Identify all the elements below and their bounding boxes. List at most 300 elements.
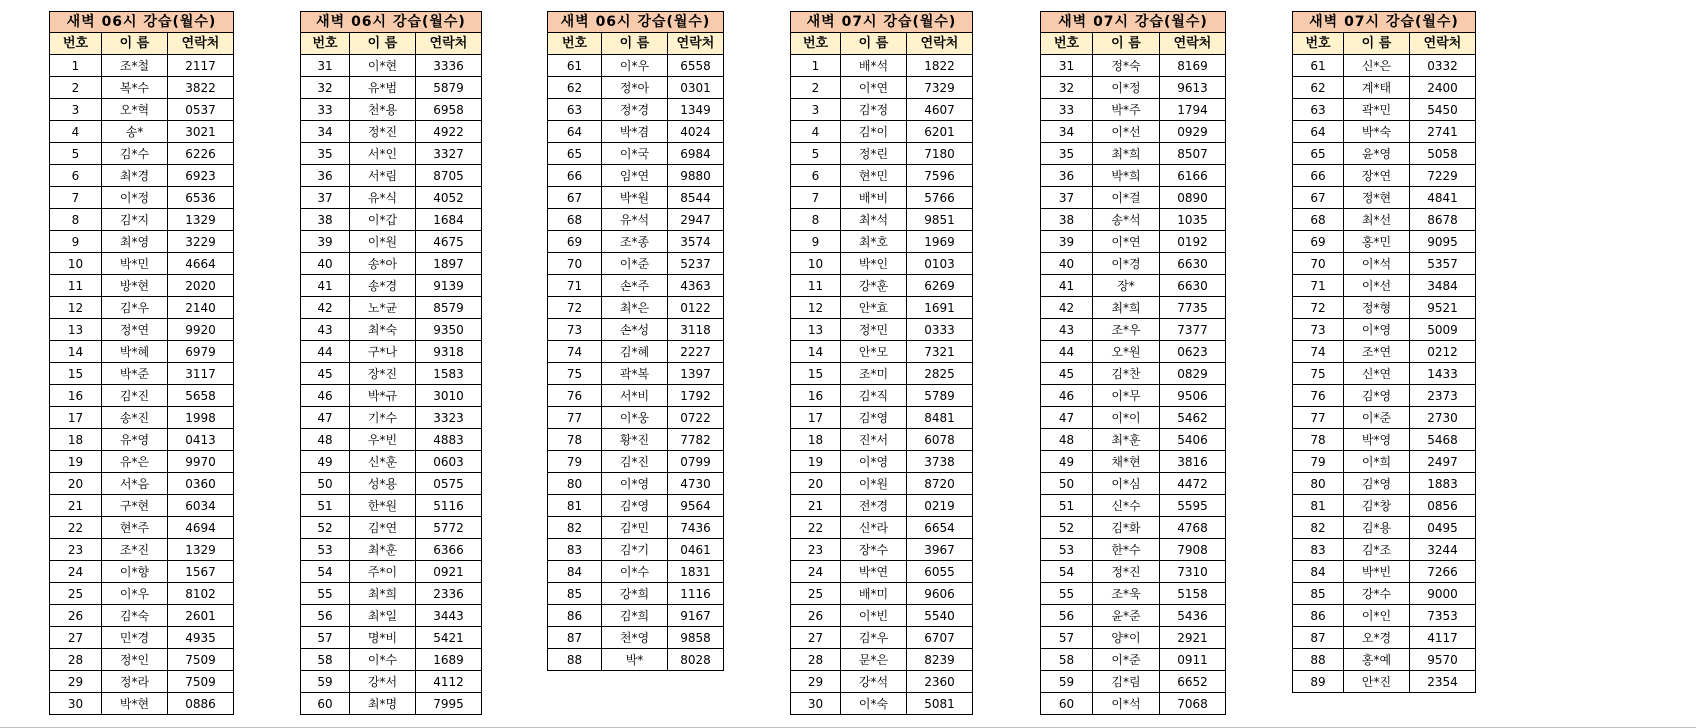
header-number[interactable]: 번호 [1041, 33, 1093, 55]
cell-name[interactable]: 박*인 [841, 253, 907, 275]
cell-number[interactable]: 80 [548, 473, 602, 495]
cell-contact[interactable]: 1567 [168, 561, 234, 583]
cell-number[interactable]: 76 [548, 385, 602, 407]
cell-name[interactable]: 배*미 [841, 583, 907, 605]
cell-contact[interactable]: 7068 [1160, 693, 1226, 715]
cell-contact[interactable]: 6536 [168, 187, 234, 209]
cell-contact[interactable]: 5158 [1160, 583, 1226, 605]
cell-number[interactable]: 74 [1293, 341, 1344, 363]
cell-number[interactable]: 6 [50, 165, 102, 187]
cell-number[interactable]: 17 [791, 407, 841, 429]
cell-contact[interactable]: 2020 [168, 275, 234, 297]
cell-number[interactable]: 35 [1041, 143, 1093, 165]
cell-number[interactable]: 40 [1041, 253, 1093, 275]
cell-number[interactable]: 63 [548, 99, 602, 121]
cell-number[interactable]: 28 [791, 649, 841, 671]
cell-number[interactable]: 36 [301, 165, 350, 187]
cell-name[interactable]: 이*정 [102, 187, 168, 209]
cell-name[interactable]: 정*진 [350, 121, 416, 143]
cell-number[interactable]: 19 [50, 451, 102, 473]
cell-contact[interactable]: 4922 [416, 121, 482, 143]
cell-name[interactable]: 이*웅 [602, 407, 668, 429]
cell-name[interactable]: 최*석 [841, 209, 907, 231]
cell-number[interactable]: 60 [301, 693, 350, 715]
cell-name[interactable]: 박*규 [350, 385, 416, 407]
cell-name[interactable]: 최*일 [350, 605, 416, 627]
cell-number[interactable]: 27 [50, 627, 102, 649]
cell-name[interactable]: 윤*영 [1344, 143, 1410, 165]
cell-number[interactable]: 52 [1041, 517, 1093, 539]
cell-name[interactable]: 김*수 [102, 143, 168, 165]
cell-name[interactable]: 조*철 [102, 55, 168, 77]
cell-name[interactable]: 김*화 [1093, 517, 1160, 539]
cell-contact[interactable]: 5406 [1160, 429, 1226, 451]
cell-number[interactable]: 39 [301, 231, 350, 253]
cell-name[interactable]: 노*균 [350, 297, 416, 319]
cell-number[interactable]: 28 [50, 649, 102, 671]
cell-number[interactable]: 14 [50, 341, 102, 363]
cell-name[interactable]: 배*비 [841, 187, 907, 209]
cell-number[interactable]: 2 [791, 77, 841, 99]
cell-number[interactable]: 64 [548, 121, 602, 143]
cell-name[interactable]: 이*영 [1344, 319, 1410, 341]
cell-number[interactable]: 38 [1041, 209, 1093, 231]
cell-number[interactable]: 4 [791, 121, 841, 143]
cell-contact[interactable]: 9139 [416, 275, 482, 297]
cell-name[interactable]: 김*조 [1344, 539, 1410, 561]
cell-name[interactable]: 김*용 [1344, 517, 1410, 539]
cell-number[interactable]: 13 [50, 319, 102, 341]
cell-number[interactable]: 86 [1293, 605, 1344, 627]
cell-name[interactable]: 최*숙 [350, 319, 416, 341]
cell-name[interactable]: 이*빈 [841, 605, 907, 627]
cell-contact[interactable]: 5357 [1410, 253, 1476, 275]
cell-contact[interactable]: 0886 [168, 693, 234, 715]
cell-number[interactable]: 20 [50, 473, 102, 495]
cell-name[interactable]: 조*우 [1093, 319, 1160, 341]
cell-contact[interactable]: 6558 [668, 55, 724, 77]
cell-name[interactable]: 강*수 [1344, 583, 1410, 605]
cell-name[interactable]: 구*나 [350, 341, 416, 363]
cell-contact[interactable]: 3822 [168, 77, 234, 99]
cell-name[interactable]: 이*연 [1093, 231, 1160, 253]
cell-number[interactable]: 26 [791, 605, 841, 627]
cell-name[interactable]: 이*이 [1093, 407, 1160, 429]
cell-number[interactable]: 73 [1293, 319, 1344, 341]
cell-contact[interactable]: 9858 [668, 627, 724, 649]
cell-contact[interactable]: 5421 [416, 627, 482, 649]
cell-contact[interactable]: 9851 [907, 209, 973, 231]
cell-contact[interactable]: 3574 [668, 231, 724, 253]
cell-contact[interactable]: 0537 [168, 99, 234, 121]
cell-number[interactable]: 42 [1041, 297, 1093, 319]
cell-number[interactable]: 24 [50, 561, 102, 583]
cell-name[interactable]: 이*갑 [350, 209, 416, 231]
cell-number[interactable]: 62 [548, 77, 602, 99]
cell-contact[interactable]: 7180 [907, 143, 973, 165]
cell-name[interactable]: 장*연 [1344, 165, 1410, 187]
cell-number[interactable]: 55 [301, 583, 350, 605]
cell-name[interactable]: 윤*준 [1093, 605, 1160, 627]
cell-number[interactable]: 36 [1041, 165, 1093, 187]
cell-contact[interactable]: 0722 [668, 407, 724, 429]
cell-contact[interactable]: 6630 [1160, 253, 1226, 275]
cell-number[interactable]: 89 [1293, 671, 1344, 693]
cell-contact[interactable]: 4664 [168, 253, 234, 275]
cell-contact[interactable]: 0911 [1160, 649, 1226, 671]
cell-name[interactable]: 손*주 [602, 275, 668, 297]
cell-number[interactable]: 79 [548, 451, 602, 473]
cell-contact[interactable]: 5450 [1410, 99, 1476, 121]
cell-contact[interactable]: 7509 [168, 671, 234, 693]
cell-name[interactable]: 한*원 [350, 495, 416, 517]
cell-contact[interactable]: 1583 [416, 363, 482, 385]
cell-contact[interactable]: 2227 [668, 341, 724, 363]
cell-number[interactable]: 17 [50, 407, 102, 429]
cell-contact[interactable]: 8720 [907, 473, 973, 495]
cell-contact[interactable]: 6269 [907, 275, 973, 297]
cell-name[interactable]: 김*민 [602, 517, 668, 539]
cell-number[interactable]: 60 [1041, 693, 1093, 715]
cell-number[interactable]: 76 [1293, 385, 1344, 407]
cell-number[interactable]: 48 [1041, 429, 1093, 451]
cell-contact[interactable]: 9095 [1410, 231, 1476, 253]
cell-name[interactable]: 정*진 [1093, 561, 1160, 583]
cell-name[interactable]: 유*은 [102, 451, 168, 473]
header-number[interactable]: 번호 [50, 33, 102, 55]
cell-name[interactable]: 김*정 [841, 99, 907, 121]
cell-contact[interactable]: 9606 [907, 583, 973, 605]
cell-number[interactable]: 56 [301, 605, 350, 627]
cell-number[interactable]: 34 [1041, 121, 1093, 143]
cell-number[interactable]: 85 [548, 583, 602, 605]
cell-number[interactable]: 31 [301, 55, 350, 77]
cell-name[interactable]: 이*석 [1344, 253, 1410, 275]
cell-number[interactable]: 59 [1041, 671, 1093, 693]
cell-contact[interactable]: 0461 [668, 539, 724, 561]
cell-contact[interactable]: 0413 [168, 429, 234, 451]
cell-contact[interactable]: 2373 [1410, 385, 1476, 407]
cell-name[interactable]: 조*종 [602, 231, 668, 253]
cell-name[interactable]: 이*우 [102, 583, 168, 605]
cell-number[interactable]: 1 [50, 55, 102, 77]
cell-name[interactable]: 이*숙 [841, 693, 907, 715]
cell-number[interactable]: 78 [548, 429, 602, 451]
cell-contact[interactable]: 1822 [907, 55, 973, 77]
cell-name[interactable]: 정*라 [102, 671, 168, 693]
cell-contact[interactable]: 0219 [907, 495, 973, 517]
cell-number[interactable]: 50 [1041, 473, 1093, 495]
cell-contact[interactable]: 8028 [668, 649, 724, 671]
cell-contact[interactable]: 4024 [668, 121, 724, 143]
cell-name[interactable]: 임*연 [602, 165, 668, 187]
cell-number[interactable]: 46 [1041, 385, 1093, 407]
cell-contact[interactable]: 3323 [416, 407, 482, 429]
cell-contact[interactable]: 8239 [907, 649, 973, 671]
cell-contact[interactable]: 2947 [668, 209, 724, 231]
cell-contact[interactable]: 6226 [168, 143, 234, 165]
cell-name[interactable]: 정*인 [102, 649, 168, 671]
cell-number[interactable]: 70 [548, 253, 602, 275]
cell-contact[interactable]: 5540 [907, 605, 973, 627]
cell-name[interactable]: 곽*복 [602, 363, 668, 385]
cell-name[interactable]: 한*수 [1093, 539, 1160, 561]
cell-name[interactable]: 이*정 [1093, 77, 1160, 99]
cell-name[interactable]: 오*혁 [102, 99, 168, 121]
cell-number[interactable]: 63 [1293, 99, 1344, 121]
cell-name[interactable]: 이*향 [102, 561, 168, 583]
cell-number[interactable]: 25 [791, 583, 841, 605]
cell-name[interactable]: 신*수 [1093, 495, 1160, 517]
cell-contact[interactable]: 0856 [1410, 495, 1476, 517]
cell-name[interactable]: 장*수 [841, 539, 907, 561]
cell-contact[interactable]: 2117 [168, 55, 234, 77]
cell-number[interactable]: 40 [301, 253, 350, 275]
cell-name[interactable]: 이*수 [350, 649, 416, 671]
cell-name[interactable]: 최*희 [1093, 297, 1160, 319]
cell-contact[interactable]: 1397 [668, 363, 724, 385]
cell-name[interactable]: 강*석 [841, 671, 907, 693]
cell-contact[interactable]: 1691 [907, 297, 973, 319]
cell-name[interactable]: 천*영 [602, 627, 668, 649]
cell-number[interactable]: 11 [50, 275, 102, 297]
cell-number[interactable]: 9 [791, 231, 841, 253]
cell-name[interactable]: 이*선 [1344, 275, 1410, 297]
cell-number[interactable]: 51 [1041, 495, 1093, 517]
header-name[interactable]: 이 름 [841, 33, 907, 55]
cell-contact[interactable]: 4883 [416, 429, 482, 451]
cell-number[interactable]: 45 [301, 363, 350, 385]
cell-number[interactable]: 59 [301, 671, 350, 693]
cell-contact[interactable]: 5081 [907, 693, 973, 715]
cell-name[interactable]: 이*수 [602, 561, 668, 583]
cell-contact[interactable]: 2921 [1160, 627, 1226, 649]
cell-name[interactable]: 이*희 [1344, 451, 1410, 473]
cell-contact[interactable]: 1329 [168, 539, 234, 561]
cell-name[interactable]: 정*연 [102, 319, 168, 341]
cell-contact[interactable]: 8169 [1160, 55, 1226, 77]
cell-name[interactable]: 최*희 [1093, 143, 1160, 165]
cell-name[interactable]: 박*혜 [102, 341, 168, 363]
cell-name[interactable]: 안*효 [841, 297, 907, 319]
cell-contact[interactable]: 4841 [1410, 187, 1476, 209]
cell-contact[interactable]: 5237 [668, 253, 724, 275]
cell-contact[interactable]: 3229 [168, 231, 234, 253]
cell-name[interactable]: 이*영 [841, 451, 907, 473]
cell-contact[interactable]: 3021 [168, 121, 234, 143]
cell-contact[interactable]: 0192 [1160, 231, 1226, 253]
cell-number[interactable]: 22 [50, 517, 102, 539]
cell-name[interactable]: 유*범 [350, 77, 416, 99]
table-title[interactable]: 새벽 06시 강습(월수) [548, 12, 724, 33]
cell-contact[interactable]: 4730 [668, 473, 724, 495]
cell-contact[interactable]: 5462 [1160, 407, 1226, 429]
cell-contact[interactable]: 0799 [668, 451, 724, 473]
cell-number[interactable]: 25 [50, 583, 102, 605]
cell-contact[interactable]: 5116 [416, 495, 482, 517]
cell-name[interactable]: 주*이 [350, 561, 416, 583]
cell-name[interactable]: 김*진 [102, 385, 168, 407]
cell-name[interactable]: 이*선 [1093, 121, 1160, 143]
cell-number[interactable]: 61 [1293, 55, 1344, 77]
cell-name[interactable]: 정*형 [1344, 297, 1410, 319]
cell-contact[interactable]: 9167 [668, 605, 724, 627]
cell-name[interactable]: 최*훈 [1093, 429, 1160, 451]
cell-contact[interactable]: 7229 [1410, 165, 1476, 187]
cell-contact[interactable]: 6958 [416, 99, 482, 121]
cell-contact[interactable]: 3738 [907, 451, 973, 473]
cell-name[interactable]: 이*우 [602, 55, 668, 77]
cell-contact[interactable]: 8544 [668, 187, 724, 209]
cell-contact[interactable]: 3816 [1160, 451, 1226, 473]
cell-name[interactable]: 이*준 [602, 253, 668, 275]
cell-contact[interactable]: 6984 [668, 143, 724, 165]
cell-number[interactable]: 8 [791, 209, 841, 231]
cell-contact[interactable]: 1329 [168, 209, 234, 231]
cell-name[interactable]: 채*현 [1093, 451, 1160, 473]
cell-number[interactable]: 70 [1293, 253, 1344, 275]
cell-number[interactable]: 53 [301, 539, 350, 561]
cell-contact[interactable]: 5436 [1160, 605, 1226, 627]
cell-name[interactable]: 김*우 [841, 627, 907, 649]
cell-number[interactable]: 80 [1293, 473, 1344, 495]
cell-contact[interactable]: 1116 [668, 583, 724, 605]
cell-contact[interactable]: 7353 [1410, 605, 1476, 627]
cell-contact[interactable]: 1883 [1410, 473, 1476, 495]
cell-contact[interactable]: 7995 [416, 693, 482, 715]
cell-name[interactable]: 박*희 [1093, 165, 1160, 187]
cell-name[interactable]: 박*겸 [602, 121, 668, 143]
cell-number[interactable]: 32 [301, 77, 350, 99]
cell-contact[interactable]: 4694 [168, 517, 234, 539]
cell-name[interactable]: 복*수 [102, 77, 168, 99]
cell-name[interactable]: 강*서 [350, 671, 416, 693]
cell-contact[interactable]: 0921 [416, 561, 482, 583]
cell-contact[interactable]: 3117 [168, 363, 234, 385]
cell-contact[interactable]: 3336 [416, 55, 482, 77]
cell-contact[interactable]: 1998 [168, 407, 234, 429]
cell-name[interactable]: 배*석 [841, 55, 907, 77]
cell-name[interactable]: 전*경 [841, 495, 907, 517]
cell-number[interactable]: 16 [791, 385, 841, 407]
table-title[interactable]: 새벽 06시 강습(월수) [50, 12, 234, 33]
cell-name[interactable]: 박*영 [1344, 429, 1410, 451]
cell-contact[interactable]: 0301 [668, 77, 724, 99]
cell-number[interactable]: 84 [1293, 561, 1344, 583]
cell-number[interactable]: 66 [548, 165, 602, 187]
cell-contact[interactable]: 8579 [416, 297, 482, 319]
cell-name[interactable]: 서*음 [102, 473, 168, 495]
cell-contact[interactable]: 2140 [168, 297, 234, 319]
cell-number[interactable]: 9 [50, 231, 102, 253]
cell-name[interactable]: 최*선 [1344, 209, 1410, 231]
header-contact[interactable]: 연락처 [168, 33, 234, 55]
header-name[interactable]: 이 름 [602, 33, 668, 55]
cell-contact[interactable]: 4363 [668, 275, 724, 297]
table-title[interactable]: 새벽 07시 강습(월수) [1293, 12, 1476, 33]
cell-name[interactable]: 홍*민 [1344, 231, 1410, 253]
cell-name[interactable]: 유*식 [350, 187, 416, 209]
cell-number[interactable]: 74 [548, 341, 602, 363]
cell-contact[interactable]: 2360 [907, 671, 973, 693]
cell-contact[interactable]: 8705 [416, 165, 482, 187]
cell-number[interactable]: 69 [548, 231, 602, 253]
cell-name[interactable]: 계*태 [1344, 77, 1410, 99]
cell-name[interactable]: 이*원 [350, 231, 416, 253]
cell-name[interactable]: 박*주 [1093, 99, 1160, 121]
cell-name[interactable]: 이*걸 [1093, 187, 1160, 209]
cell-contact[interactable]: 7266 [1410, 561, 1476, 583]
cell-name[interactable]: 정*숙 [1093, 55, 1160, 77]
cell-name[interactable]: 김*이 [841, 121, 907, 143]
cell-contact[interactable]: 0603 [416, 451, 482, 473]
cell-name[interactable]: 김*연 [350, 517, 416, 539]
cell-number[interactable]: 23 [50, 539, 102, 561]
cell-name[interactable]: 신*라 [841, 517, 907, 539]
cell-name[interactable]: 정*현 [1344, 187, 1410, 209]
cell-number[interactable]: 29 [791, 671, 841, 693]
cell-number[interactable]: 57 [1041, 627, 1093, 649]
header-contact[interactable]: 연락처 [416, 33, 482, 55]
cell-contact[interactable]: 5879 [416, 77, 482, 99]
cell-number[interactable]: 3 [50, 99, 102, 121]
cell-number[interactable]: 6 [791, 165, 841, 187]
cell-contact[interactable]: 7908 [1160, 539, 1226, 561]
cell-name[interactable]: 송*진 [102, 407, 168, 429]
header-number[interactable]: 번호 [791, 33, 841, 55]
cell-contact[interactable]: 3118 [668, 319, 724, 341]
cell-number[interactable]: 5 [791, 143, 841, 165]
cell-name[interactable]: 조*욱 [1093, 583, 1160, 605]
cell-contact[interactable]: 3443 [416, 605, 482, 627]
cell-contact[interactable]: 9613 [1160, 77, 1226, 99]
cell-number[interactable]: 10 [50, 253, 102, 275]
cell-name[interactable]: 박*준 [102, 363, 168, 385]
cell-contact[interactable]: 4112 [416, 671, 482, 693]
cell-contact[interactable]: 9521 [1410, 297, 1476, 319]
cell-contact[interactable]: 2336 [416, 583, 482, 605]
cell-contact[interactable]: 3244 [1410, 539, 1476, 561]
header-name[interactable]: 이 름 [1344, 33, 1410, 55]
cell-name[interactable]: 천*용 [350, 99, 416, 121]
cell-contact[interactable]: 6630 [1160, 275, 1226, 297]
header-name[interactable]: 이 름 [350, 33, 416, 55]
cell-number[interactable]: 42 [301, 297, 350, 319]
cell-contact[interactable]: 5658 [168, 385, 234, 407]
cell-contact[interactable]: 2400 [1410, 77, 1476, 99]
cell-name[interactable]: 김*희 [602, 605, 668, 627]
cell-name[interactable]: 송* [102, 121, 168, 143]
cell-name[interactable]: 최*은 [602, 297, 668, 319]
cell-number[interactable]: 15 [50, 363, 102, 385]
cell-number[interactable]: 33 [1041, 99, 1093, 121]
cell-number[interactable]: 51 [301, 495, 350, 517]
cell-number[interactable]: 53 [1041, 539, 1093, 561]
cell-contact[interactable]: 0575 [416, 473, 482, 495]
cell-name[interactable]: 이*영 [602, 473, 668, 495]
cell-number[interactable]: 12 [791, 297, 841, 319]
cell-contact[interactable]: 1433 [1410, 363, 1476, 385]
cell-number[interactable]: 77 [548, 407, 602, 429]
cell-number[interactable]: 19 [791, 451, 841, 473]
cell-contact[interactable]: 8678 [1410, 209, 1476, 231]
cell-number[interactable]: 21 [791, 495, 841, 517]
cell-contact[interactable]: 3327 [416, 143, 482, 165]
cell-name[interactable]: 유*영 [102, 429, 168, 451]
cell-number[interactable]: 83 [1293, 539, 1344, 561]
cell-name[interactable]: 이*국 [602, 143, 668, 165]
cell-contact[interactable]: 7782 [668, 429, 724, 451]
